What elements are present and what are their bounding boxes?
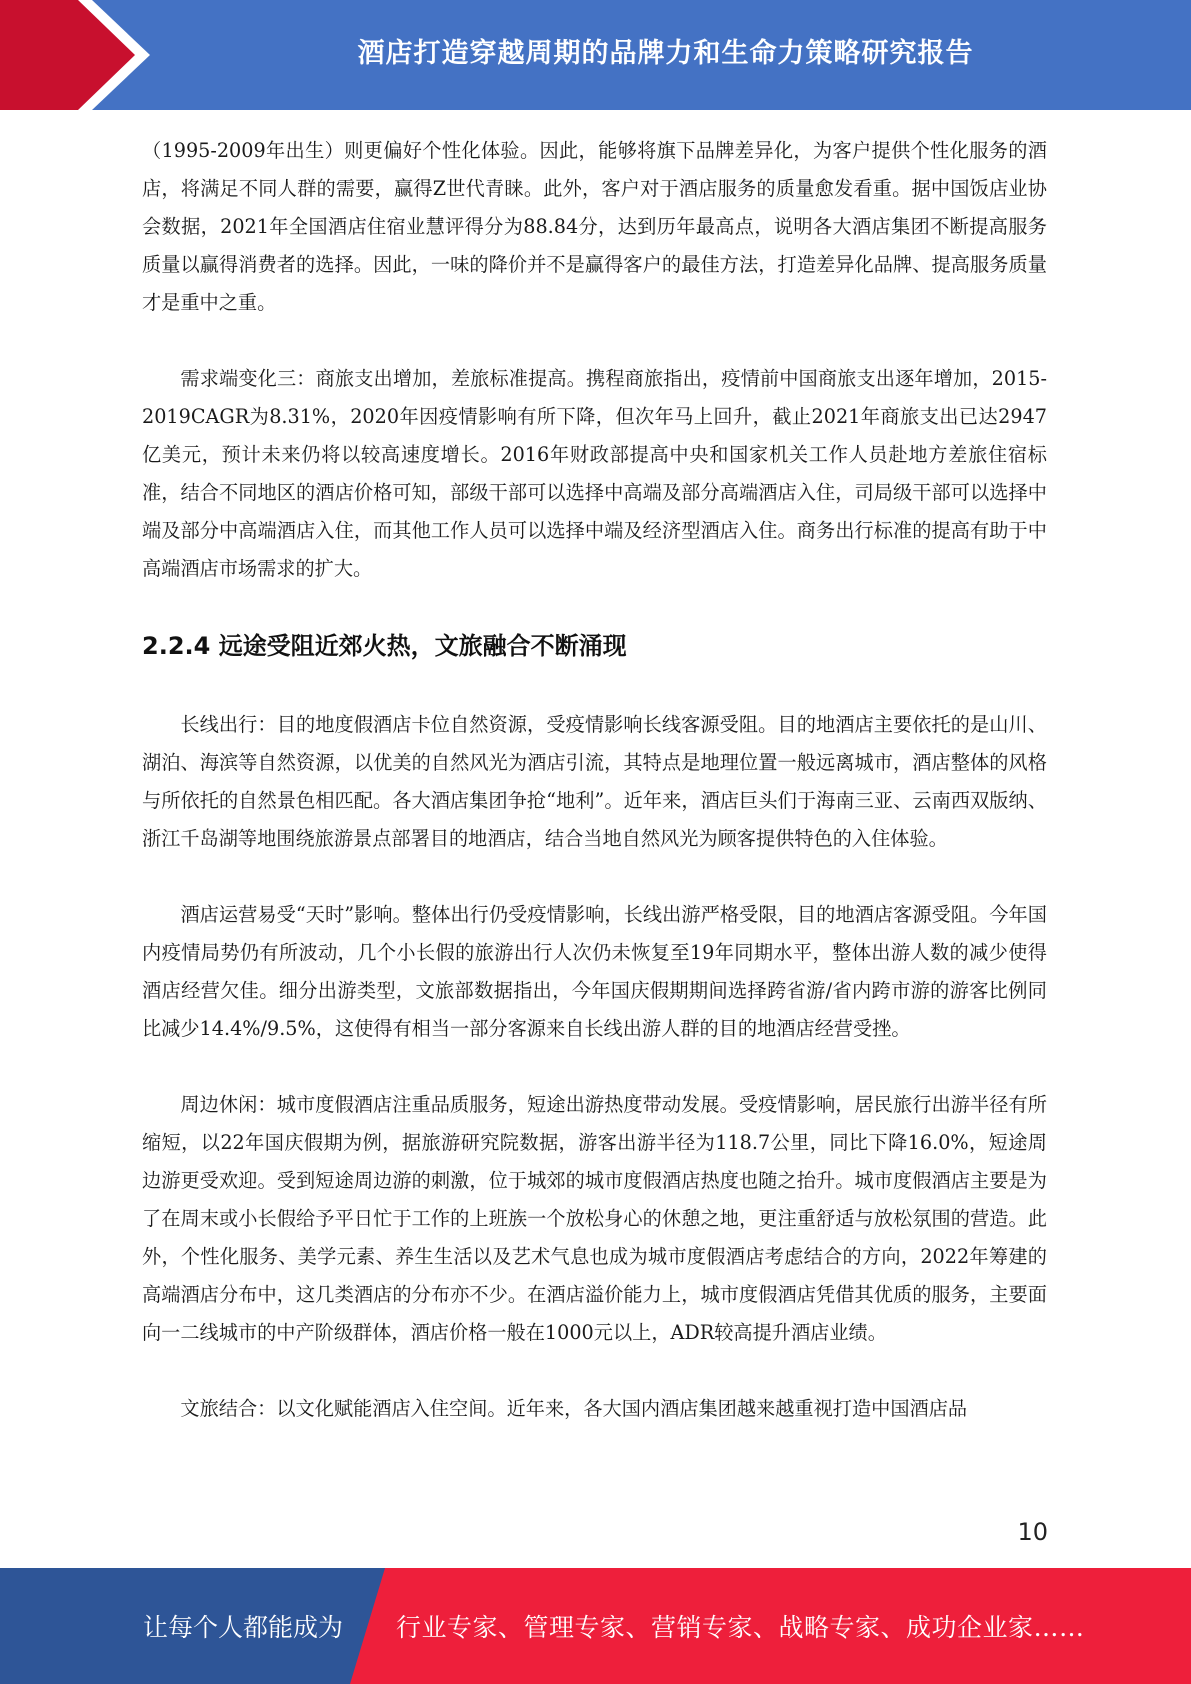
page-header	[0, 0, 1191, 110]
header-arrow-decoration	[0, 0, 160, 110]
paragraph-timing-impact: 酒店运营易受“天时”影响。整体出行仍受疫情影响，长线出游严格受限，目的地酒店客源受阻。今年国内疫情局势仍有所波动，几个小长假的旅游出行人次仍未恢复至19年同期水平，整体出游人数的减少使得酒店经营欠佳。细分出游类型，文旅部数据指出，今年国庆假期期间选择跨省游/省内跨市游的游客比例同比减少14.4%/9.5%，这使得有相当一部分客源来自长线出游人群的目的地酒店经营受挫。	[142, 903, 1047, 1040]
paragraph-business-travel: 需求端变化三：商旅支出增加，差旅标准提高。携程商旅指出，疫情前中国商旅支出逐年增加，2015-2019CAGR为8.31%，2020年因疫情影响有所下降，但次年马上回升，截止2021年商旅支出已达2947亿美元，预计未来仍将以较高速度增长。2016年财政部提高中央和国家机关工作人员赴地方差旅住宿标准，结合不同地区的酒店价格可知，部级干部可以选择中高端及部分高端酒店入住，司局级干部可以选择中端及部分中高端酒店入住，而其他工作人员可以选择中端及经济型酒店入住。商务出行标准的提高有助于中高端酒店市场需求的扩大。	[142, 367, 1047, 580]
footer-slogan-right: 行业专家、管理专家、营销专家、战略专家、成功企业家……	[396, 1613, 1085, 1642]
paragraph-culture-tourism: 文旅结合：以文化赋能酒店入住空间。近年来，各大国内酒店集团越来越重视打造中国酒店品	[180, 1397, 968, 1420]
paragraph-consumer-preference: （1995-2009年出生）则更偏好个性化体验。因此，能够将旗下品牌差异化，为客户提供个性化服务的酒店，将满足不同人群的需要，赢得Z世代青睐。此外，客户对于酒店服务的质量愈发看重。据中国饭店业协会数据，2021年全国酒店住宿业慧评得分为88.84分，达到历年最高点，说明各大酒店集团不断提高服务质量以赢得消费者的选择。因此，一味的降价并不是赢得客户的最佳方法，打造差异化品牌、提高服务质量才是重中之重。	[142, 139, 1047, 314]
page-content	[142, 132, 1047, 1466]
paragraph-long-distance: 长线出行：目的地度假酒店卡位自然资源，受疫情影响长线客源受阻。目的地酒店主要依托的是山川、湖泊、海滨等自然资源，以优美的自然风光为酒店引流，其特点是地理位置一般远离城市，酒店整体的风格与所依托的自然景色相匹配。各大酒店集团争抢“地利”。近年来，酒店巨头们于海南三亚、云南西双版纳、浙江千岛湖等地围绕旅游景点部署目的地酒店，结合当地自然风光为顾客提供特色的入住体验。	[142, 713, 1047, 850]
report-title: 酒店打造穿越周期的品牌力和生命力策略研究报告	[357, 37, 974, 69]
footer-slogan-left: 让每个人都能成为	[143, 1613, 344, 1642]
page-number: 10	[1017, 1518, 1048, 1546]
page-footer	[0, 1568, 1191, 1684]
section-heading: 2.2.4 远途受阻近郊火热，文旅融合不断涌现	[142, 632, 627, 660]
paragraph-nearby-leisure: 周边休闲：城市度假酒店注重品质服务，短途出游热度带动发展。受疫情影响，居民旅行出游半径有所缩短，以22年国庆假期为例，据旅游研究院数据，游客出游半径为118.7公里，同比下降16.0%，短途周边游更受欢迎。受到短途周边游的刺激，位于城郊的城市度假酒店热度也随之抬升。城市度假酒店主要是为了在周末或小长假给予平日忙于工作的上班族一个放松身心的休憩之地，更注重舒适与放松氛围的营造。此外，个性化服务、美学元素、养生生活以及艺术气息也成为城市度假酒店考虑结合的方向，2022年筹建的高端酒店分布中，这几类酒店的分布亦不少。在酒店溢价能力上，城市度假酒店凭借其优质的服务，主要面向一二线城市的中产阶级群体，酒店价格一般在1000元以上，ADR较高提升酒店业绩。	[142, 1093, 1047, 1344]
